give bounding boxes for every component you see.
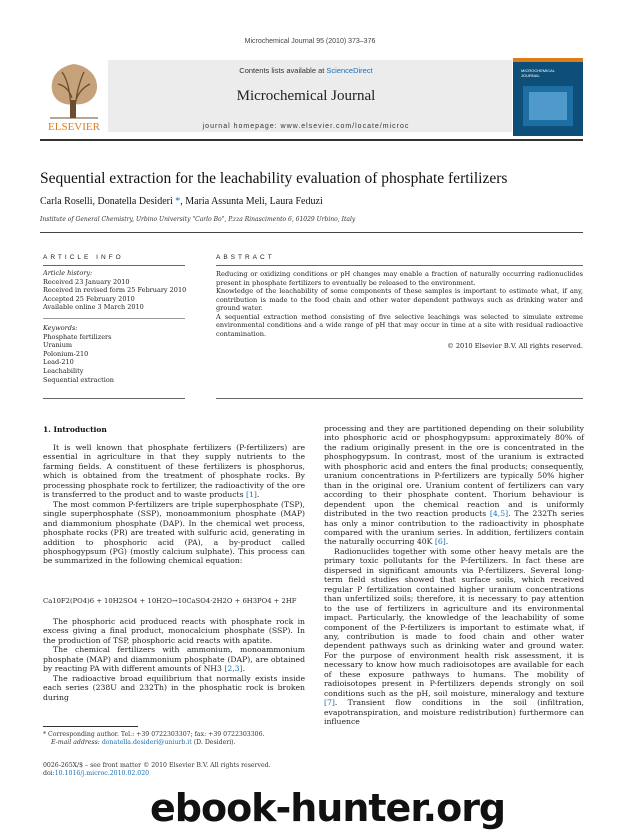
affiliation: Institute of General Chemistry, Urbino University "Carlo Bo", P.zza Rinascimento 6, 61029 Urbino, Italy	[40, 216, 356, 223]
journal-cover-thumbnail	[513, 58, 583, 136]
right-column-text	[324, 424, 584, 727]
history-item: Available online 3 March 2010	[43, 303, 144, 312]
issn-line: 0026-265X/$ – see front matter © 2010 Elsevier B.V. All rights reserved.	[43, 762, 271, 769]
left-column-text-2	[43, 617, 305, 702]
keyword: Leachability	[43, 366, 84, 375]
chemical-equation: Ca10F2(PO4)6 + 10H2SO4 + 10H2O→10CaSO4·2H2O + 6H3PO4 + 2HF	[43, 597, 297, 605]
paragraph: The radioactive broad equilibrium that normally exists inside each series (238U and 232Th) in the phosphatic rock is broken during	[43, 673, 305, 702]
corresponding-author-marker[interactable]: *	[175, 196, 181, 207]
keyword: Lead-210	[43, 358, 74, 367]
paragraph: The chemical fertilizers with ammonium, monoammonium phosphate (MAP) and diammonium phosphate (DAP), are obtained by reacting PA with different amounts of NH3 [2,3].	[43, 645, 305, 674]
copyright: © 2010 Elsevier B.V. All rights reserved.	[447, 342, 583, 350]
abstract-paragraph: Reducing or oxidizing conditions or pH changes may enable a fraction of naturally occurring radionuclides present in phosphate fertilizers to eventually be released to the environment.	[216, 270, 583, 287]
corresponding-author-note: * Corresponding author. Tel.: +39 0722303307; fax: +39 0722303306.	[43, 731, 265, 738]
section-heading-introduction: 1. Introduction	[43, 425, 107, 434]
doi-link[interactable]: 10.1016/j.microc.2010.02.020	[54, 770, 150, 777]
journal-homepage[interactable]: journal homepage: www.elsevier.com/locate/microc	[202, 123, 410, 130]
abstract-paragraph: Knowledge of the leachability of some components of these samples is important to estimate what, if any, contribution is made to the food chain and other water dependent pathways such as drinking water and ground water.	[216, 287, 583, 312]
elsevier-logo	[40, 58, 108, 134]
keywords-label: Keywords:	[43, 324, 78, 332]
history-item: Received 23 January 2010	[43, 277, 130, 286]
sciencedirect-link[interactable]: ScienceDirect	[326, 66, 373, 75]
citation-link[interactable]: [7]	[324, 698, 335, 708]
paragraph: The phosphoric acid produced reacts with phosphate rock in excess giving a final product, monocalcium phosphate (SSP). In the production of TSP, phosphoric acid reacts with apatite.	[43, 617, 305, 645]
doi-line: doi:10.1016/j.microc.2010.02.020	[43, 770, 150, 777]
citation-link[interactable]: [4,5]	[489, 509, 509, 519]
footnotes	[43, 731, 305, 747]
elsevier-wordmark: ELSEVIER	[48, 121, 100, 133]
history-item: Received in revised form 25 February 2010	[43, 286, 187, 295]
keyword: Uranium	[43, 341, 73, 350]
keywords-rule	[43, 318, 185, 319]
article-history	[43, 269, 193, 312]
keyword: Phosphate fertilizers	[43, 332, 112, 341]
abstract-heading: ABSTRACT	[216, 254, 275, 261]
abstract-bottom-rule	[216, 398, 583, 399]
email-line: E-mail address: donatella.desideri@uniurb.it (D. Desideri).	[51, 739, 236, 746]
abstract-rule	[216, 265, 583, 266]
watermark: ebook-hunter.org	[150, 786, 506, 830]
article-title: Sequential extraction for the leachability evaluation of phosphate fertilizers	[40, 170, 508, 187]
paragraph: The most common P-fertilizers are triple superphosphate (TSP), single superphosphate (SSP), monoammonium phosphate (MAP) and diammonium phosphate (DAP). In the chemical wet process, phosphate rocks (PR) are treated with sulfuric acid, generating in addition to phosphoric acid (PA), a by-product called phosphogypsum (PG) (mostly calcium sulphate). This process can be summarized in the following chemical equation:	[43, 499, 305, 566]
svg-text:JOURNAL: JOURNAL	[521, 73, 540, 78]
svg-text:MICROCHEMICAL: MICROCHEMICAL	[521, 68, 556, 73]
article-info-heading: ARTICLE INFO	[43, 254, 124, 261]
history-label: Article history:	[43, 269, 93, 277]
paragraph: processing and they are partitioned depending on their solubility into phosphoric acid or phosphogypsum: approximately 80% of the radium originally present in the ore is concentrated in the phosphogypsum. In contrast, most of the uranium is extracted with phosphoric acid and enters the final products; consequently, uranium concentrations in P-fertilizers are typically 50% higher than in the original ore. Uranium content of fertilizers can vary according to their phosphate content. Thorium behaviour is dependent upon the chemical reaction and is uniformly distributed in the two reaction products [4,5]. The 232Th series has only a minor contribution to the radioactivity in phosphate compared with the uranium series. In addition, fertilizers contain the naturally occurring 40K [6].	[324, 424, 584, 547]
paragraph: It is well known that phosphate fertilizers (P-fertilizers) are essential in agriculture in that they supply nutrients to the farming fields. A constituent of these fertilizers is phosphorus, which is obtained from the treatment of phosphate rocks. By processing phosphate rock to fertilizer, the radioactivity of the ore is transferred to the product and to waste products [1].	[43, 443, 305, 500]
citation-link[interactable]: [2,3]	[224, 664, 243, 674]
keyword: Polonium-210	[43, 349, 89, 358]
email-link[interactable]: donatella.desideri@uniurb.it	[101, 739, 192, 746]
citation-link[interactable]: [1]	[246, 490, 257, 500]
paragraph: Radionuclides together with some other heavy metals are the primary toxic pollutants for the P-fertilizers. In fact these are dispersed in significant amounts via P-fertilizers. Several long-term field studies showed that surface soils, which received regular P fertilization contained higher uranium concentrations than unfertilized soils; therefore, it is necessary to pay attention to the use of fertilizers in agriculture and its environmental impact. Particularly, the knowledge of the leachability of some component of the P-fertilizers is important to estimate what, if any, contribution is made to food chain and other water dependent pathways such as drinking water and ground water. For the purpose of environment health risk assessment, it is necessary to know how much radioisotopes are available for each of these exposure pathways to humans. The mobility of radioisotopes present in P-fertilizers depends strongly on soil conditions such as the pH, soil moisture, mineralogy and texture [7]. Transient flow conditions in the soil (infiltration, evapotranspiration, and moisture redistribution) furthermore can influence	[324, 546, 584, 727]
keywords	[43, 324, 193, 384]
abstract-body	[216, 270, 583, 351]
keyword: Sequential extraction	[43, 375, 114, 384]
contents-prefix: Contents lists available at	[239, 66, 327, 75]
journal-title: Microchemical Journal	[236, 88, 376, 104]
journal-reference: Microchemical Journal 95 (2010) 373–376	[244, 38, 376, 45]
left-column-text	[43, 443, 305, 566]
article-info-bottom-rule	[43, 398, 185, 399]
footnote-rule	[43, 726, 138, 727]
citation-link[interactable]: [6]	[434, 537, 446, 547]
title-divider	[40, 232, 583, 233]
authors-part-2: , Maria Assunta Meli, Laura Feduzi	[180, 196, 323, 207]
article-info-rule	[43, 265, 185, 266]
contents-availability	[100, 66, 512, 75]
publication-info	[43, 762, 305, 778]
header-divider	[40, 139, 583, 141]
authors-part-1: Carla Roselli, Donatella Desideri	[40, 196, 176, 207]
abstract-paragraph: A sequential extraction method consisting of five selective leachings was selected to simulate extreme environmental conditions and a wide range of pH that may occur in time at a site with residual radioactive contamination.	[216, 312, 583, 338]
author-list	[40, 196, 323, 207]
history-item: Accepted 25 February 2010	[43, 294, 135, 303]
